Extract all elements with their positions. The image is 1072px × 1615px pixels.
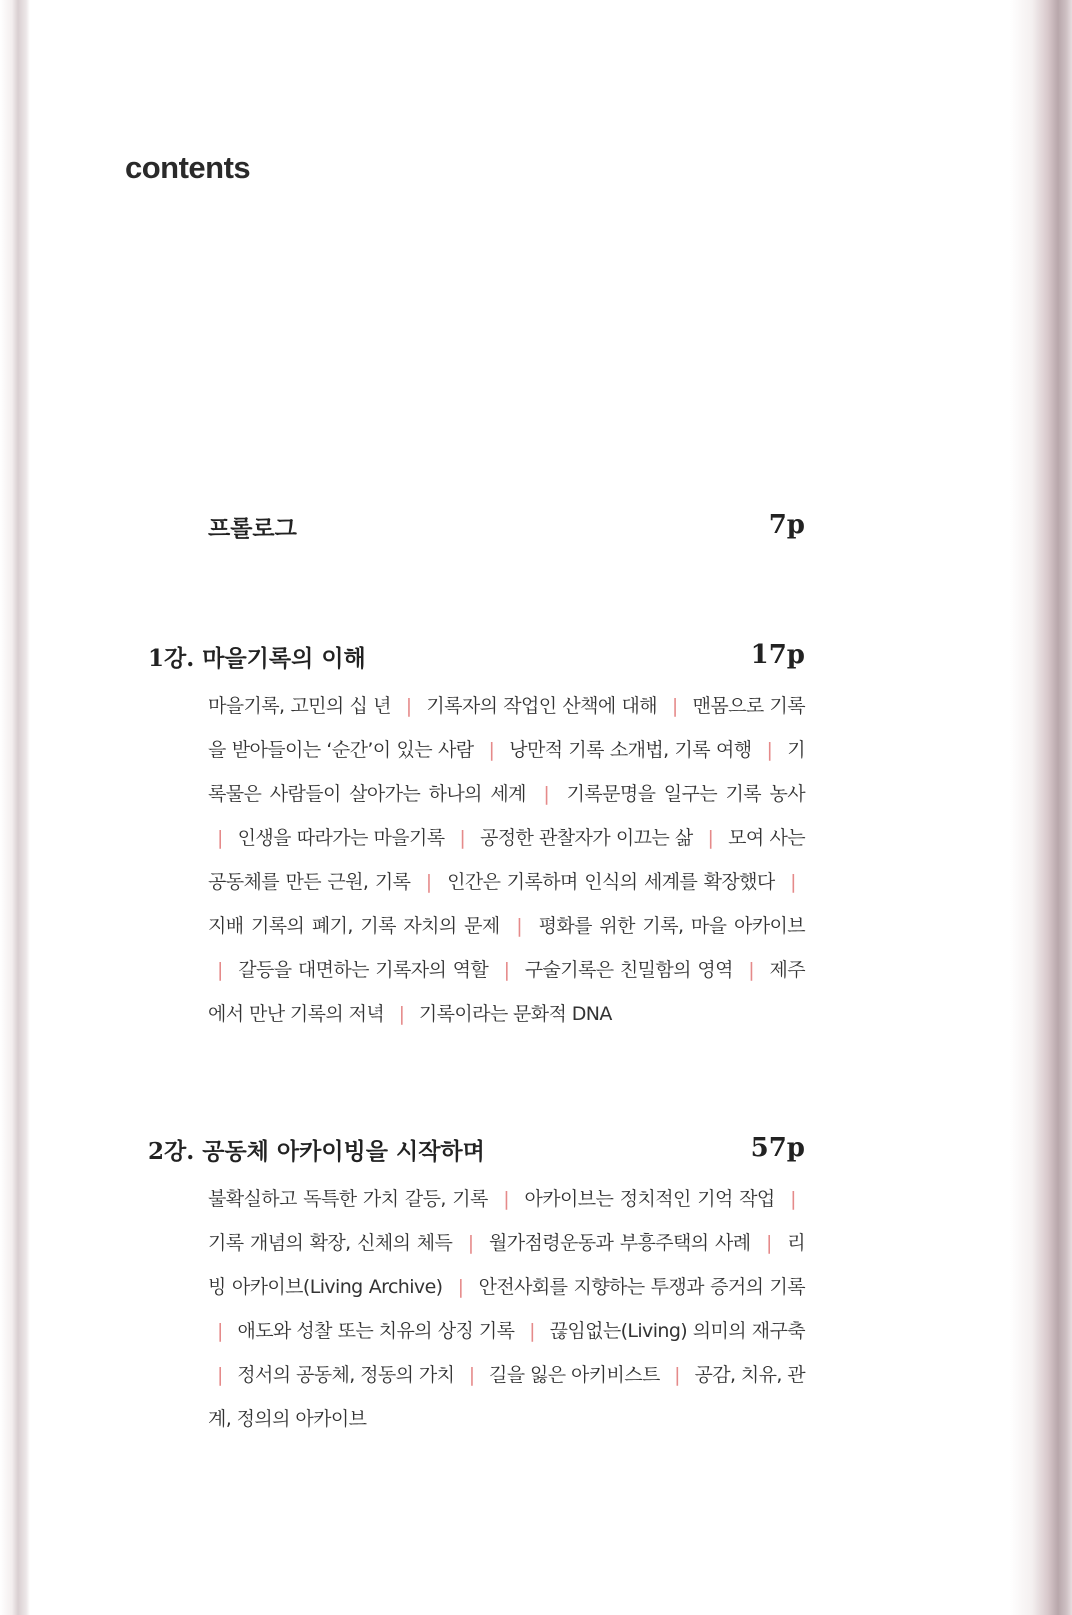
topic-item: 기록 개념의 확장, 신체의 체득 — [208, 1232, 453, 1254]
topic-separator: | — [217, 1320, 223, 1342]
topic-item: 월가점령운동과 부흥주택의 사례 — [489, 1232, 751, 1254]
topic-separator: | — [398, 1003, 405, 1025]
topic-separator: | — [707, 827, 714, 849]
topic-item: 지배 기록의 폐기, 기록 자치의 문제 — [208, 915, 500, 937]
topic-separator: | — [217, 959, 223, 981]
topic-item: 공감, 치유, 관계, 정의의 아카이브 — [208, 1364, 805, 1430]
topic-item: 갈등을 대면하는 기록자의 역할 — [238, 959, 489, 981]
topic-separator: | — [748, 959, 755, 981]
chapter-2-title: 2강. 공동체 아카이빙을 시작하며 — [148, 1138, 485, 1165]
topic-item: 기록물은 사람들이 살아가는 하나의 세계 — [208, 739, 805, 805]
topic-separator: | — [790, 871, 796, 893]
topic-item: 아카이브는 정치적인 기억 작업 — [524, 1188, 775, 1210]
contents-title: contents — [125, 150, 251, 185]
page-spine-shadow — [0, 0, 30, 1615]
topic-separator: | — [766, 739, 773, 761]
topic-item: 인생을 따라가는 마을기록 — [237, 827, 445, 849]
topic-item: 낭만적 기록 소개법, 기록 여행 — [509, 739, 752, 761]
topic-item: 불확실하고 독특한 가치 갈등, 기록 — [208, 1188, 488, 1210]
topic-item: 마을기록, 고민의 십 년 — [208, 695, 391, 717]
topic-item: 공정한 관찰자가 이끄는 삶 — [479, 827, 693, 849]
topic-separator: | — [765, 1232, 772, 1254]
topic-item: 기록이라는 문화적 DNA — [418, 1003, 612, 1025]
chapter-1-title: 1강. 마을기록의 이해 — [148, 645, 366, 672]
topic-separator: | — [674, 1364, 680, 1386]
topic-item: 기록문명을 일구는 기록 농사 — [566, 783, 805, 805]
chapter-1-topic-list — [208, 684, 805, 1036]
topic-separator: | — [459, 827, 466, 849]
topic-separator: | — [529, 1320, 535, 1342]
topic-separator: | — [217, 1364, 223, 1386]
topic-separator: | — [467, 1232, 474, 1254]
topic-separator: | — [468, 1364, 475, 1386]
chapter-2-topic-list — [208, 1177, 805, 1441]
topic-separator: | — [217, 827, 223, 849]
topic-separator: | — [543, 783, 550, 805]
topic-item: 맨몸으로 기록을 받아들이는 ‘순간’이 있는 사람 — [208, 695, 805, 761]
page-edge-shadow — [1010, 0, 1072, 1615]
chapter-1-page-number: 17p — [750, 640, 805, 670]
topic-separator: | — [488, 739, 495, 761]
chapter-2-page-number: 57p — [750, 1133, 805, 1163]
topic-item: 끊임없는(Living) 의미의 재구축 — [549, 1320, 805, 1342]
topic-separator: | — [457, 1276, 464, 1298]
topic-separator: | — [405, 695, 412, 717]
topic-item: 모여 사는 공동체를 만든 근원, 기록 — [208, 827, 805, 893]
topic-item: 인간은 기록하며 인식의 세계를 확장했다 — [447, 871, 775, 893]
topic-separator: | — [425, 871, 432, 893]
topic-item: 정서의 공동체, 정동의 가치 — [237, 1364, 455, 1386]
topic-item: 안전사회를 지향하는 투쟁과 증거의 기록 — [478, 1276, 805, 1298]
topic-separator: | — [516, 915, 523, 937]
topic-item: 리빙 아카이브(Living Archive) — [208, 1232, 805, 1298]
topic-item: 기록자의 작업인 산책에 대해 — [426, 695, 658, 717]
topic-separator: | — [790, 1188, 796, 1210]
topic-separator: | — [503, 1188, 510, 1210]
topic-separator: | — [503, 959, 510, 981]
prologue-label: 프롤로그 — [208, 515, 297, 542]
prologue-page-number: 7p — [768, 510, 805, 540]
topic-item: 제주에서 만난 기록의 저녁 — [208, 959, 805, 1025]
topic-separator: | — [671, 695, 678, 717]
topic-item: 길을 잃은 아키비스트 — [489, 1364, 660, 1386]
topic-item: 구술기록은 친밀함의 영역 — [524, 959, 733, 981]
topic-item: 애도와 성찰 또는 치유의 상징 기록 — [237, 1320, 515, 1342]
topic-item: 평화를 위한 기록, 마을 아카이브 — [538, 915, 805, 937]
